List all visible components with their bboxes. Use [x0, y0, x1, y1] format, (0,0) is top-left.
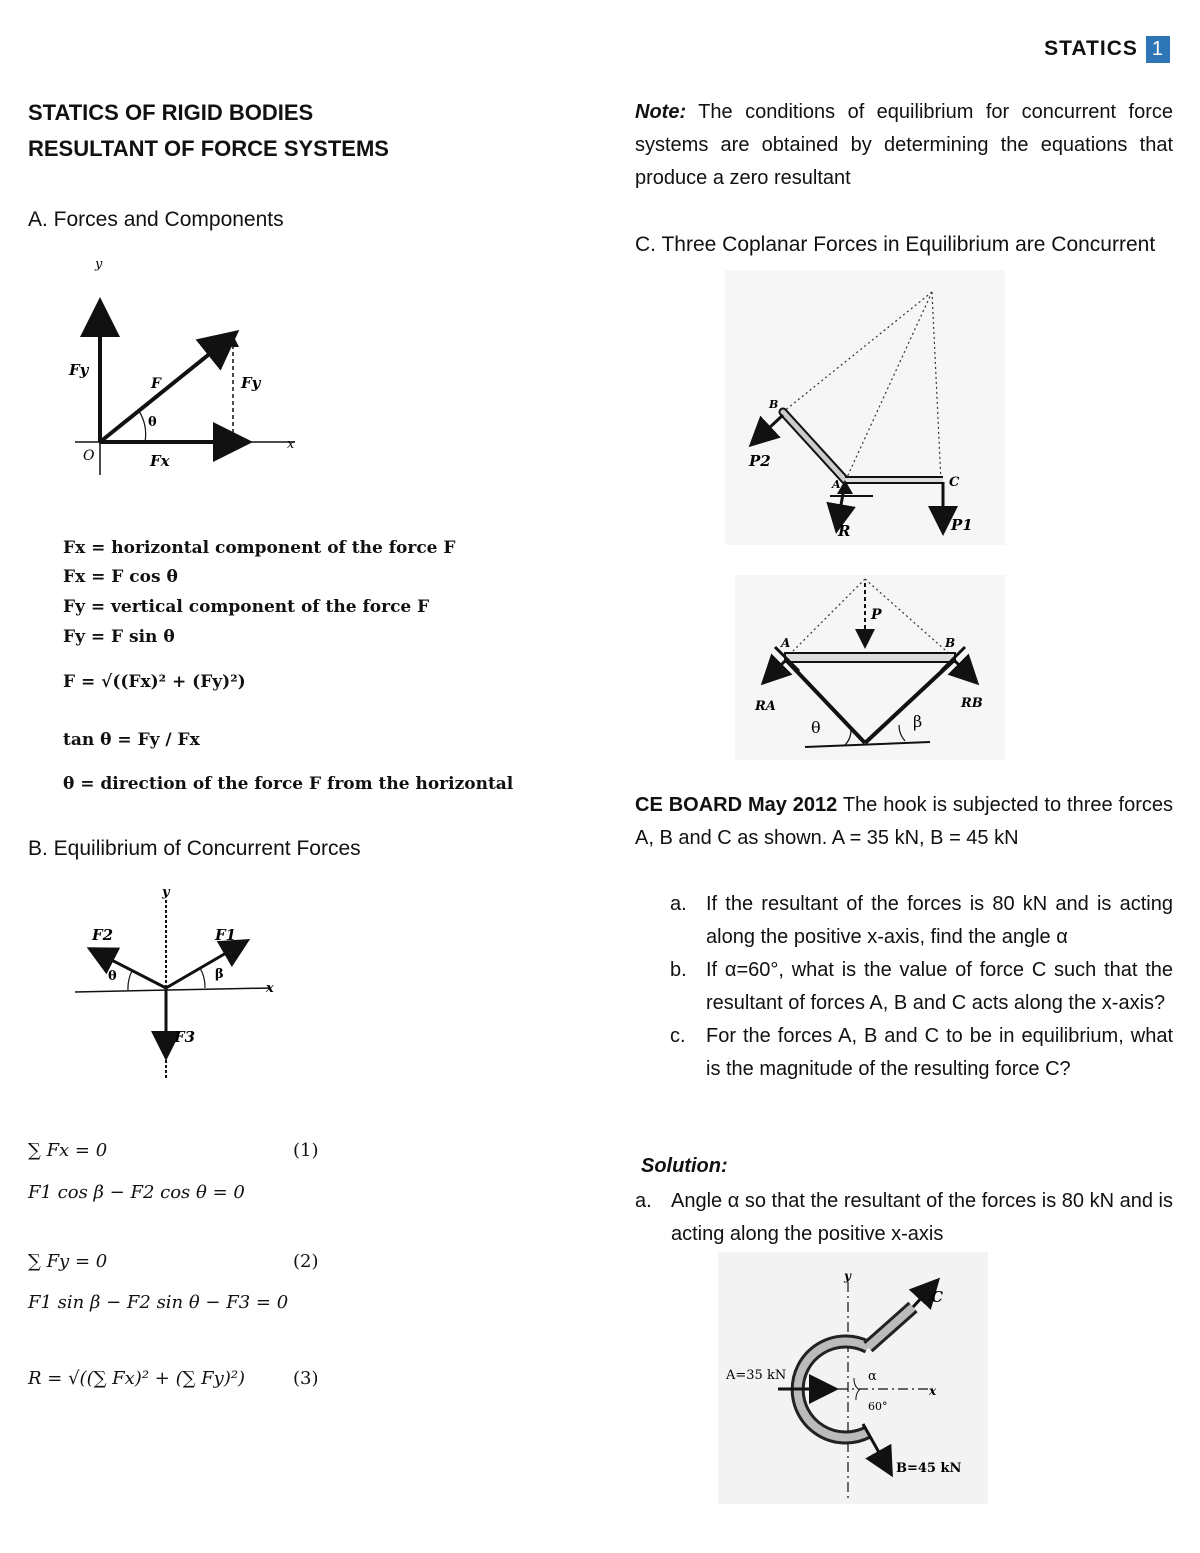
problem-paragraph [635, 789, 1173, 855]
title-line-1: STATICS OF RIGID BODIES [28, 100, 314, 125]
note-text: The conditions of equilibrium for concurrent force systems are obtained by determining the equations that produce a zero resultant [635, 101, 1173, 189]
fig-hook-a-label: A=35 kN [726, 1368, 787, 1383]
fig-hook-b-label: B=45 kN [896, 1461, 962, 1476]
question-a-text: If the resultant of the forces is 80 kN and is acting along the positive x-axis, find the angle α [706, 893, 1173, 948]
figure-force-components [55, 250, 315, 480]
figure-background [735, 575, 1005, 760]
equation-1-number: (1) [293, 1140, 319, 1161]
def-theta: θ = direction of the force F from the horizontal [63, 774, 514, 794]
question-b [670, 954, 1173, 1020]
equation-3-number: (3) [293, 1368, 319, 1389]
theta-arc [128, 971, 132, 990]
header-title: STATICS [1044, 37, 1138, 60]
x-axis [75, 988, 270, 992]
fig-a-origin-label: O [83, 448, 95, 464]
fig-a-f-label: F [151, 376, 161, 392]
solution-a-marker: a. [635, 1190, 652, 1212]
figure-concurrent-forces [70, 880, 290, 1090]
f1-vector [166, 942, 245, 988]
problem-label: CE BOARD May 2012 [635, 794, 838, 816]
def-fy: Fy = vertical component of the force F [63, 597, 430, 617]
section-a-heading: A. Forces and Components [28, 208, 284, 231]
fig-hook-c-label: C [931, 1288, 943, 1306]
fig-c1-a-label: A [832, 478, 841, 491]
fig-c2-theta-label: θ [811, 718, 821, 737]
fig-hook-x-label: x [929, 1384, 937, 1398]
fig-a-fy-left-label: Fy [69, 361, 89, 379]
solution-a [635, 1185, 1173, 1251]
solution-a-text: Angle α so that the resultant of the forces is 80 kN and is acting along the positive x-axis [671, 1190, 1173, 1245]
def-fy-formula: Fy = F sin θ [63, 627, 175, 647]
beta-arc [200, 968, 205, 988]
beam [785, 653, 955, 662]
fig-c2-beta-label: β [913, 712, 923, 731]
problem-text: The hook is subjected to three forces A, B and C as shown. A = 35 kN, B = 45 kN [635, 794, 1173, 849]
fig-b-f1-label: F1 [215, 926, 237, 944]
fig-b-y-label: y [162, 885, 170, 900]
figure-hook [718, 1252, 988, 1504]
fig-c1-p1-label: P1 [951, 516, 973, 534]
fig-c2-ra-label: RA [755, 699, 776, 714]
fig-a-y-label: y [95, 257, 103, 272]
fig-a-fy-right-label: Fy [241, 374, 261, 392]
def-fx: Fx = horizontal component of the force F [63, 538, 456, 558]
question-b-text: If α=60°, what is the value of force C such that the resultant of forces A, B and C acts along the x-axis? [706, 959, 1173, 1014]
fig-b-x-label: x [266, 981, 274, 996]
fig-c1-r-label: R [838, 522, 851, 540]
fig-hook-y-label: y [844, 1269, 851, 1283]
figure-beam-on-supports [735, 575, 1005, 760]
equation-2: ∑ Fy = 0 [28, 1251, 108, 1272]
f2-vector [92, 950, 166, 988]
question-a-marker: a. [670, 893, 687, 915]
equation-3: R = √((∑ Fx)² + (∑ Fy)²) [28, 1368, 246, 1389]
def-tan-theta: tan θ = Fy / Fx [63, 730, 200, 750]
equation-1b: F1 cos β − F2 cos θ = 0 [28, 1182, 245, 1203]
equation-2-number: (2) [293, 1251, 319, 1272]
question-c-marker: c. [670, 1025, 686, 1047]
fig-b-beta-label: β [215, 967, 224, 982]
fig-a-x-label: x [287, 437, 295, 452]
equation-1: ∑ Fx = 0 [28, 1140, 108, 1161]
def-f-magnitude: F = √((Fx)² + (Fy)²) [63, 672, 246, 692]
question-list [670, 888, 1173, 1086]
fig-a-fx-label: Fx [150, 452, 170, 470]
equation-2b: F1 sin β − F2 sin θ − F3 = 0 [28, 1292, 289, 1313]
fig-c2-rb-label: RB [961, 696, 983, 711]
fig-b-theta-label: θ [108, 969, 117, 984]
question-c-text: For the forces A, B and C to be in equilibrium, what is the magnitude of the resulting force C? [706, 1025, 1173, 1080]
figure-background [725, 270, 1005, 545]
fig-c1-p2-label: P2 [749, 452, 771, 470]
note-paragraph [635, 96, 1173, 195]
section-c-heading: C. Three Coplanar Forces in Equilibrium are Concurrent [635, 233, 1156, 256]
f-vector [100, 335, 233, 442]
note-label: Note: [635, 101, 687, 123]
fig-b-f3-label: F3 [174, 1028, 196, 1046]
fig-hook-sixty-label: 60° [868, 1400, 888, 1413]
fig-c2-p-label: P [871, 607, 882, 623]
fig-a-theta-label: θ [148, 415, 157, 430]
question-a [670, 888, 1173, 954]
question-c [670, 1020, 1173, 1086]
figure-three-force-frame [725, 270, 1005, 545]
fig-hook-alpha-label: α [868, 1369, 877, 1384]
section-b-heading: B. Equilibrium of Concurrent Forces [28, 837, 361, 860]
theta-arc [139, 411, 146, 442]
running-header [1044, 36, 1170, 63]
fig-c2-a-label: A [781, 636, 791, 650]
title-line-2: RESULTANT OF FORCE SYSTEMS [28, 136, 389, 161]
fig-c1-b-label: B [769, 398, 779, 411]
question-b-marker: b. [670, 959, 687, 981]
fig-c2-b-label: B [945, 636, 956, 650]
fig-c1-c-label: C [949, 475, 960, 490]
solution-label: Solution: [641, 1155, 728, 1177]
def-fx-formula: Fx = F cos θ [63, 567, 178, 587]
fig-b-f2-label: F2 [92, 926, 114, 944]
page-number-badge: 1 [1146, 36, 1170, 63]
